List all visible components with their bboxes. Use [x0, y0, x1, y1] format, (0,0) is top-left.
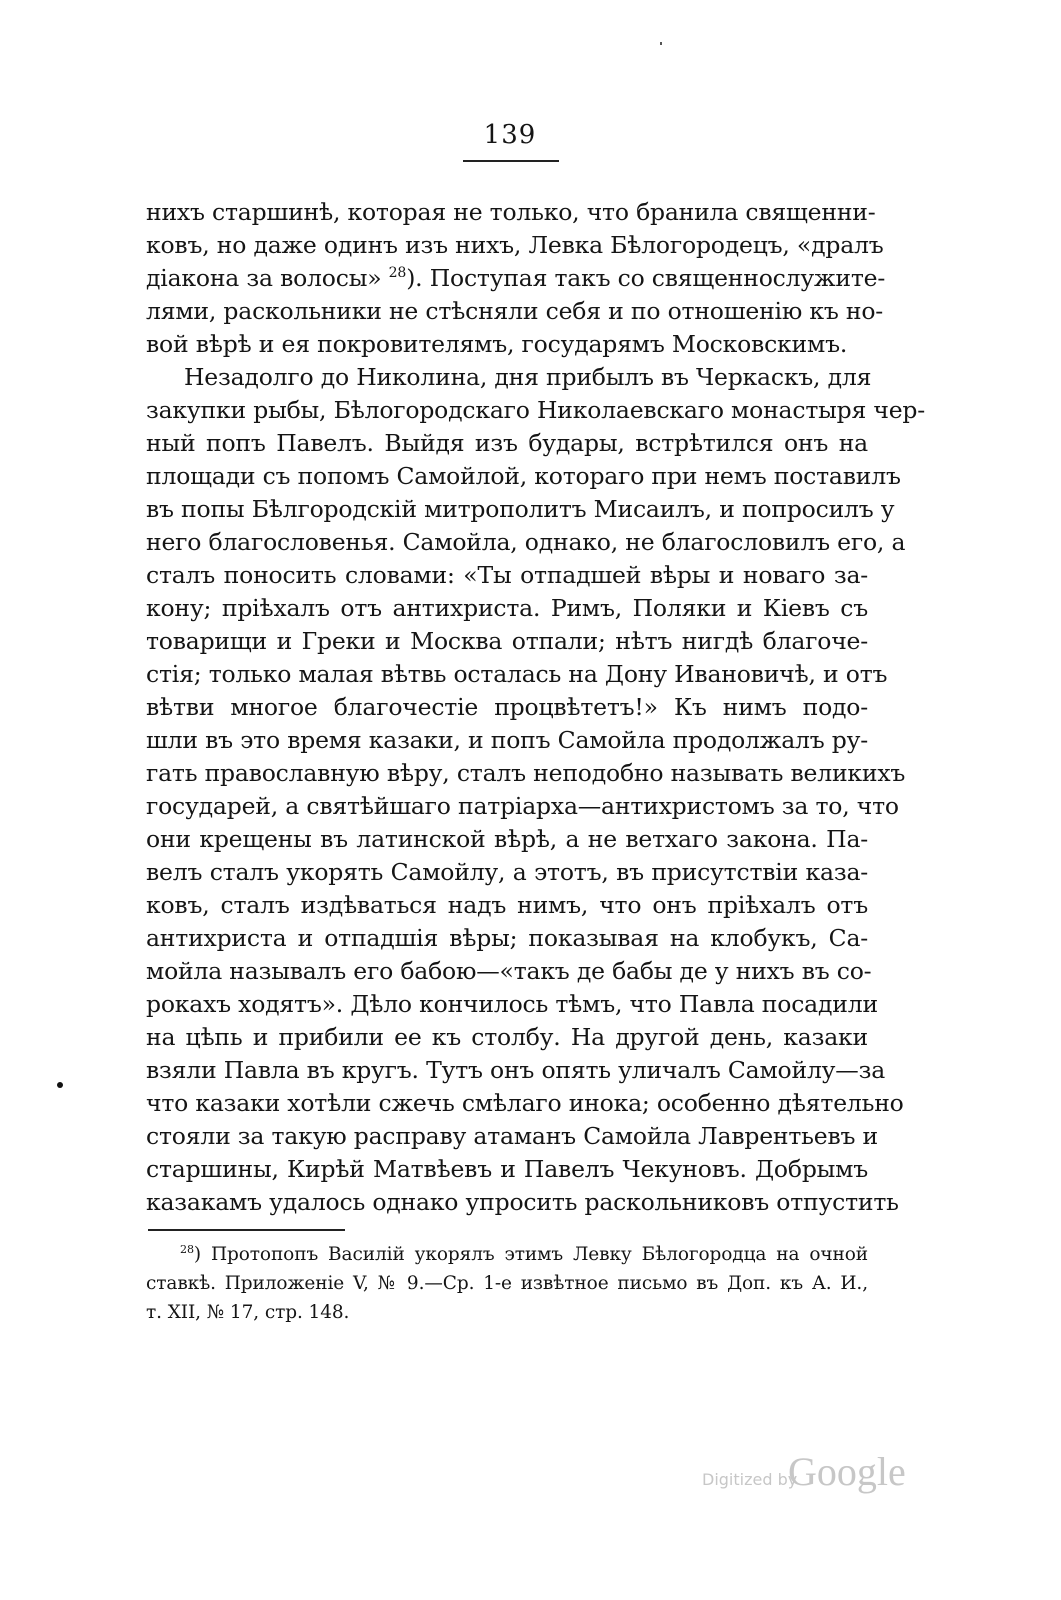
digitized-watermark: [702, 1448, 922, 1498]
text-line: вѣтви многое благочестіе процвѣтетъ!» Къ нимъ подо-: [146, 693, 868, 721]
text-line: ковъ, но даже одинъ изъ нихъ, Левка Бѣлогородецъ, «дралъ: [146, 231, 884, 259]
text-line: площади съ попомъ Самойлой, котораго при немъ поставилъ: [146, 462, 901, 490]
text-line: сталъ поносить словами: «Ты отпадшей вѣры и новаго за-: [146, 561, 868, 589]
text-line: рокахъ ходятъ». Дѣло кончилось тѣмъ, что Павла посадили: [146, 990, 878, 1018]
footnote-number: 28: [180, 1242, 194, 1256]
page-number: 139: [483, 120, 537, 150]
text-line: нихъ старшинѣ, которая не только, что бранила священни-: [146, 198, 876, 226]
footnote-line: ставкѣ. Приложеніе V, № 9.—Ср. 1-е извѣтное письмо въ Доп. къ А. И.,: [146, 1273, 868, 1294]
text-line: что казаки хотѣли сжечь смѣлаго инока; особенно дѣятельно: [146, 1089, 904, 1117]
text-fragment: діакона за волосы»: [146, 264, 382, 292]
google-logo: Google: [788, 1449, 906, 1494]
text-line: вой вѣрѣ и ея покровителямъ, государямъ Московскимъ.: [146, 330, 848, 358]
text-line: стояли за такую расправу атаманъ Самойла Лаврентьевъ и: [146, 1122, 878, 1150]
stray-ink-mark: [57, 1082, 63, 1088]
text-line: закупки рыбы, Бѣлогородскаго Николаевскаго монастыря чер-: [146, 396, 925, 424]
text-line: ный попъ Павелъ. Выйдя изъ будары, встрѣтился онъ на: [146, 429, 868, 457]
footnote-line: [180, 1241, 868, 1269]
text-line: взяли Павла въ кругъ. Тутъ онъ опять уличалъ Самойлу—за: [146, 1056, 886, 1084]
text-line: кону; пріѣхалъ отъ антихриста. Римъ, Поляки и Кіевъ съ: [146, 594, 868, 622]
text-line: въ попы Бѣлгородскій митрополитъ Мисаилъ, и попросилъ у: [146, 495, 895, 523]
footnote-ref-mark: 28: [388, 265, 407, 282]
text-line: государей, а святѣйшаго патріарха—антихристомъ за то, что: [146, 792, 899, 820]
text-fragment: ). Поступая такъ со священнослужите-: [406, 264, 886, 292]
text-line: лями, раскольники не стѣсняли себя и по отношенію къ но-: [146, 297, 884, 325]
text-line: старшины, Кирѣй Матвѣевъ и Павелъ Чекуновъ. Добрымъ: [146, 1155, 868, 1183]
text-line: антихриста и отпадшія вѣры; показывая на клобукъ, Са-: [146, 924, 868, 952]
text-line: товарищи и Греки и Москва отпали; нѣтъ нигдѣ благоче-: [146, 627, 868, 655]
text-line: гать православную вѣру, сталъ неподобно называть великихъ: [146, 759, 906, 787]
footnote-rule: [148, 1229, 345, 1231]
page-number-rule: [463, 160, 559, 162]
stray-ink-tick: [660, 42, 662, 45]
text-line: Незадолго до Николина, дня прибылъ въ Черкаскъ, для: [184, 363, 872, 391]
text-line: казакамъ удалось однако упросить раскольниковъ отпустить: [146, 1188, 899, 1216]
text-line: него благословенья. Самойла, однако, не благословилъ его, а: [146, 528, 906, 556]
text-line: они крещены въ латинской вѣрѣ, а не ветхаго закона. Па-: [146, 825, 868, 853]
text-line: стія; только малая вѣтвь осталась на Дону Ивановичѣ, и отъ: [146, 660, 888, 688]
text-fragment: ) Протопопъ Василій укорялъ этимъ Левку Бѣлогородца на очной: [193, 1244, 868, 1265]
text-line: шли въ это время казаки, и попъ Самойла продолжалъ ру-: [146, 726, 868, 754]
text-line: велъ сталъ укорять Самойлу, а этотъ, въ присутствіи каза-: [146, 858, 868, 886]
text-line: [146, 262, 886, 294]
watermark-prefix: Digitized by: [702, 1470, 798, 1489]
text-line: мойла называлъ его бабою—«такъ де бабы де у нихъ въ со-: [146, 957, 872, 985]
footnote-line: т. XII, № 17, стр. 148.: [146, 1302, 350, 1323]
text-line: ковъ, сталъ издѣваться надъ нимъ, что онъ пріѣхалъ отъ: [146, 891, 868, 919]
text-line: на цѣпь и прибили ее къ столбу. На другой день, казаки: [146, 1023, 868, 1051]
